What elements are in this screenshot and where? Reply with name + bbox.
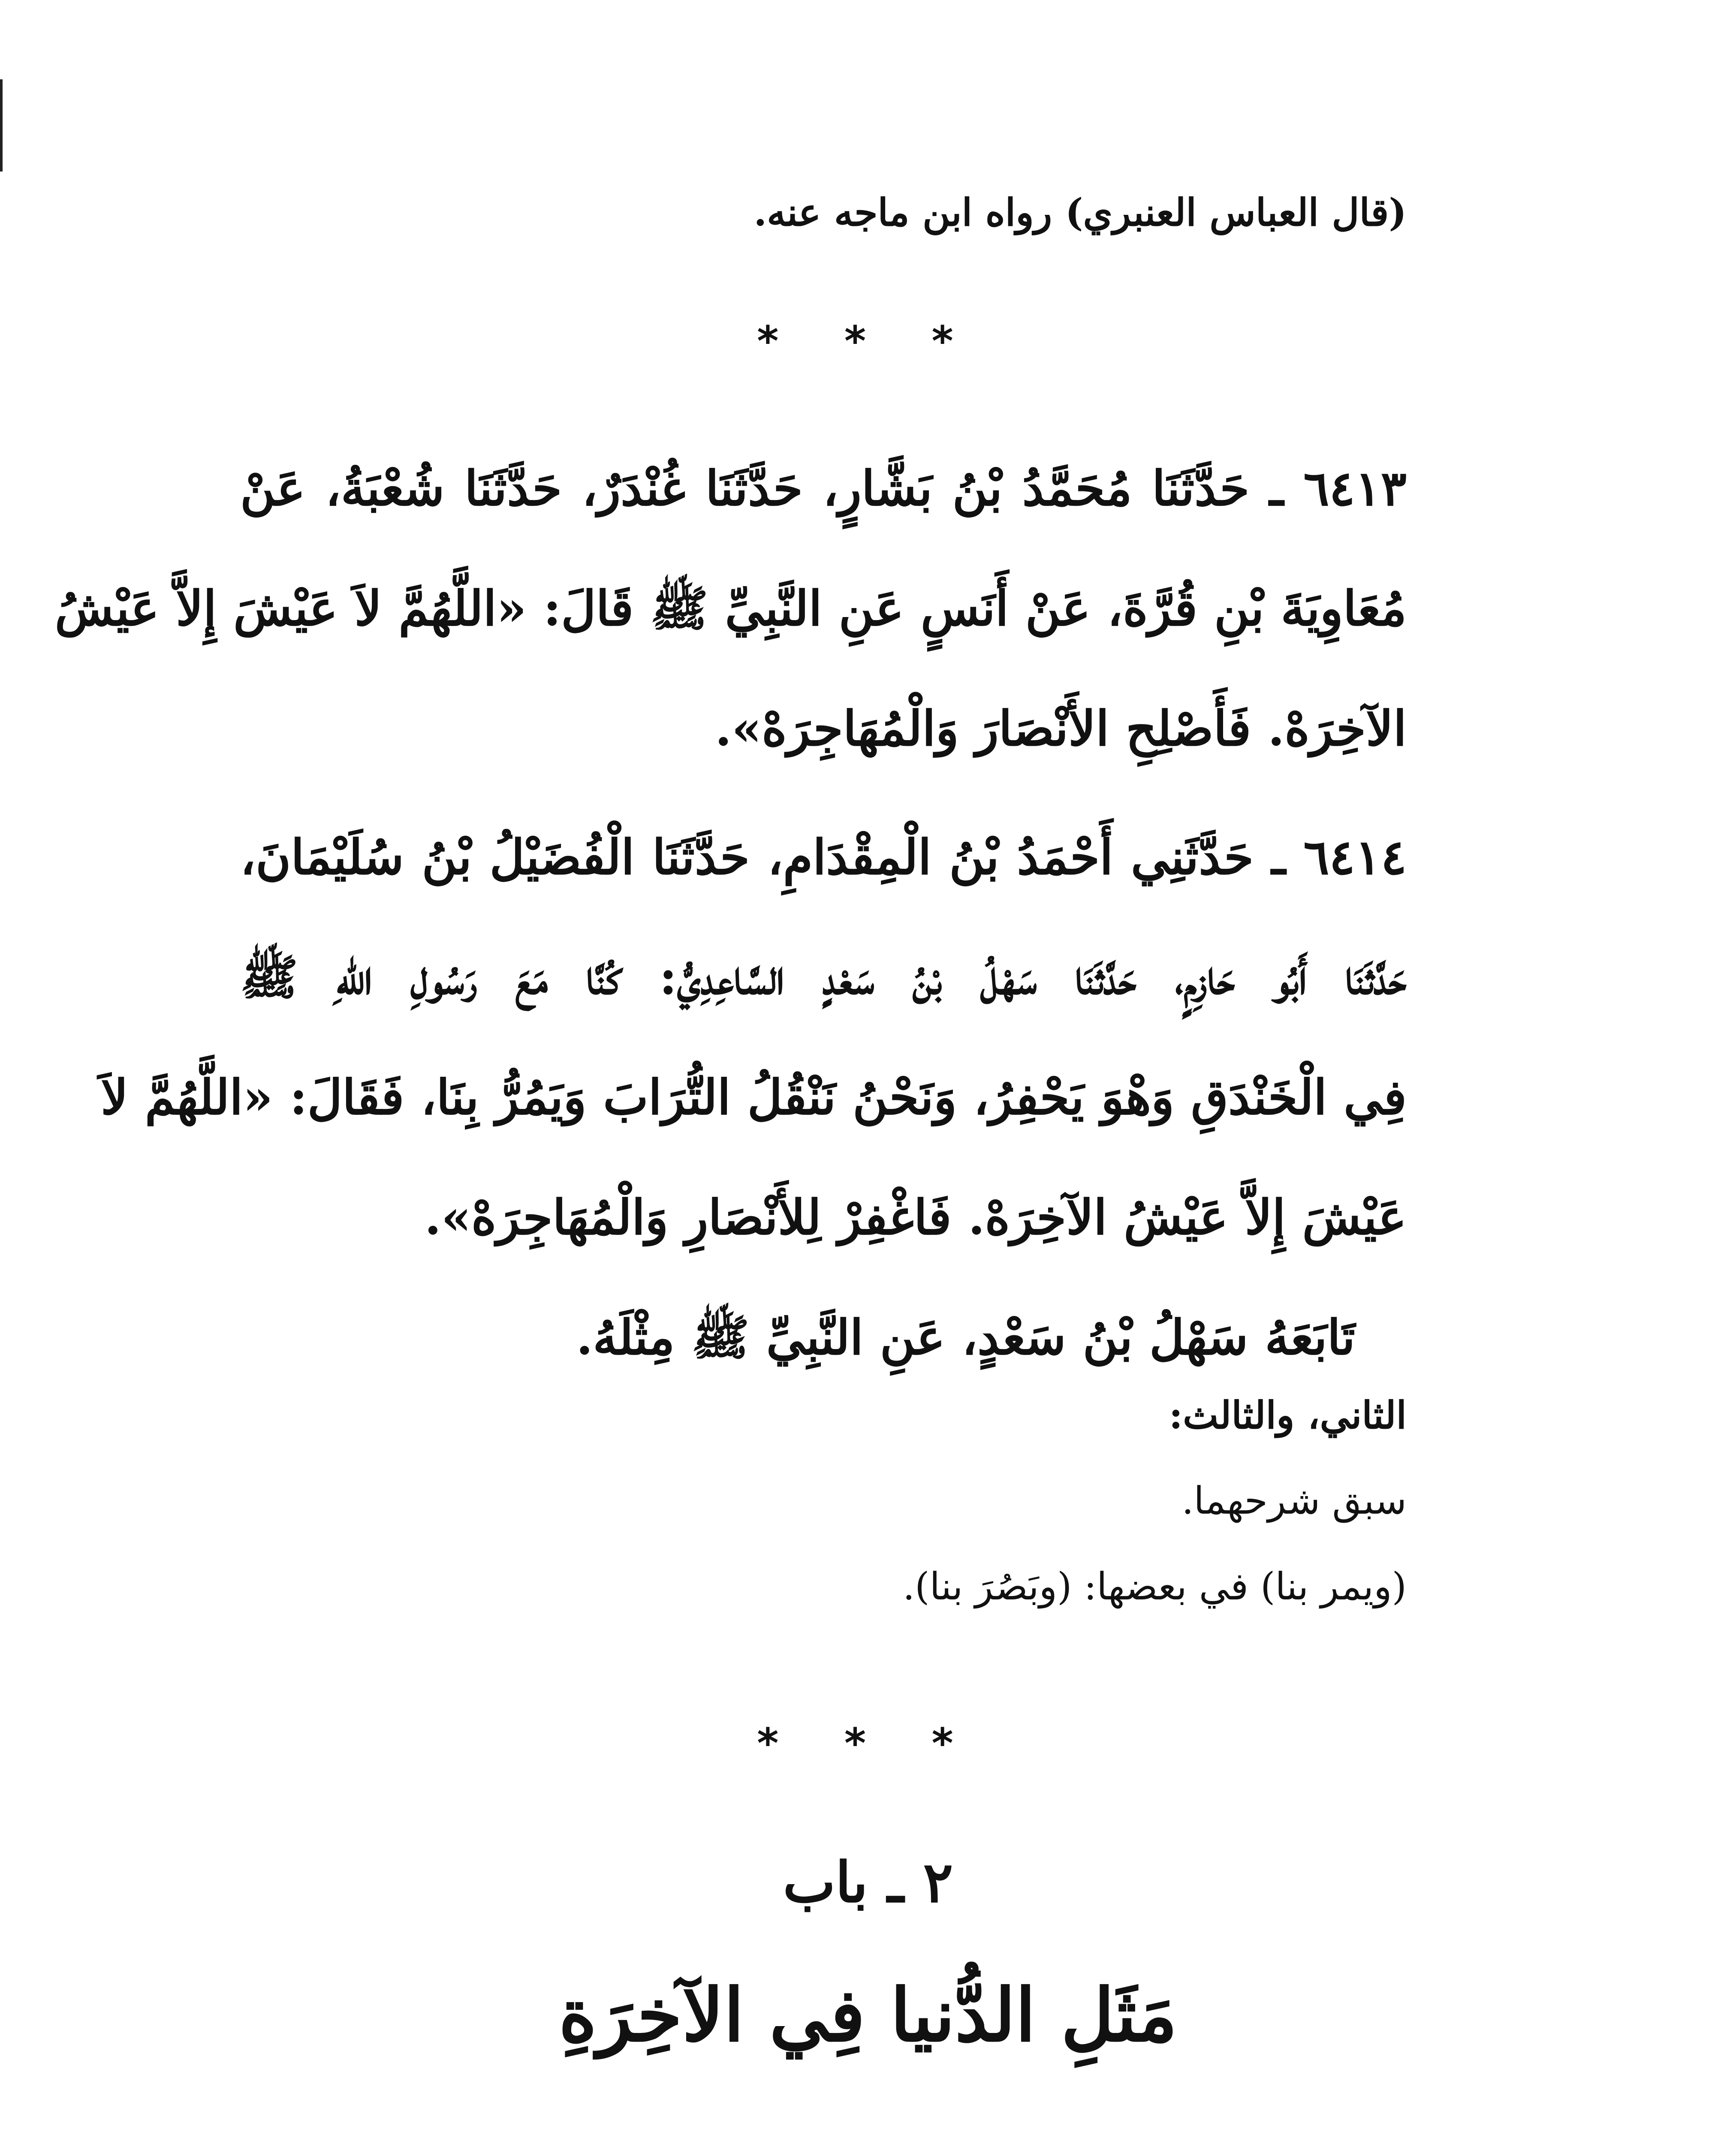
top-note: (قال العباس العنبري) رواه ابن ماجه عنه. — [753, 190, 1407, 235]
hadith-line: مُعَاوِيَةَ بْنِ قُرَّةَ، عَنْ أَنَسٍ عَنِ النَّبِيِّ ﷺ قَالَ: «اللَّهُمَّ لاَ عَيْشَ إِلاَّ عَيْشُ — [54, 581, 1407, 637]
hadith-line: عَيْشَ إِلاَّ عَيْشُ الآخِرَهْ. فَاغْفِرْ لِلأَنْصَارِ وَالْمُهَاجِرَهْ». — [424, 1189, 1407, 1246]
hadith-6414 — [101, 798, 1407, 1398]
section-separator-2: * * * — [757, 1719, 979, 1768]
hadith-6413 — [54, 429, 1407, 789]
commentary-heading: الثاني، والثالث: — [1169, 1393, 1407, 1437]
commentary-line: (ويمر بنا) في بعضها: (وبَصُرَ بنا). — [903, 1564, 1407, 1608]
hadith-line: ٦٤١٤ ـ حَدَّثَنِي أَحْمَدُ بْنُ الْمِقْدَامِ، حَدَّثَنَا الْفُضَيْلُ بْنُ سُلَيْمَانَ، — [240, 829, 1407, 885]
chapter-number: ٢ ـ باب — [783, 1849, 953, 1915]
commentary-block — [240, 1372, 1407, 1629]
hadith-line: حَدَّثَنَا أَبُو حَازِمٍ، حَدَّثَنَا سَهْلُ بْنُ سَعْدٍ السَّاعِدِيُّ: كُنَّا مَعَ رَسُولِ اللهِ ﷺ — [240, 949, 1407, 1006]
commentary-line: سبق شرحهما. — [1181, 1479, 1407, 1523]
top-note-block — [240, 176, 1407, 249]
hadith-line: فِي الْخَنْدَقِ وَهْوَ يَحْفِرُ، وَنَحْنُ نَنْقُلُ التُّرَابَ وَيَمُرُّ بِنَا، فَقَالَ: «اللَّهُمَّ لاَ — [101, 1069, 1407, 1126]
hadith-followup: تَابَعَهُ سَهْلُ بْنُ سَعْدٍ، عَنِ النَّبِيِّ ﷺ مِثْلَهُ. — [576, 1310, 1355, 1366]
margin-mark — [0, 79, 3, 172]
chapter-title: مَثَلِ الدُّنيا فِي الآخِرَةِ — [558, 1972, 1178, 2058]
hadith-line: الآخِرَهْ. فَأَصْلِحِ الأَنْصَارَ وَالْمُهَاجِرَهْ». — [715, 701, 1407, 757]
hadith-line: ٦٤١٣ ـ حَدَّثَنَا مُحَمَّدُ بْنُ بَشَّارٍ، حَدَّثَنَا غُنْدَرٌ، حَدَّثَنَا شُعْبَةُ، عَنْ — [240, 461, 1407, 517]
section-separator-1: * * * — [757, 317, 979, 365]
